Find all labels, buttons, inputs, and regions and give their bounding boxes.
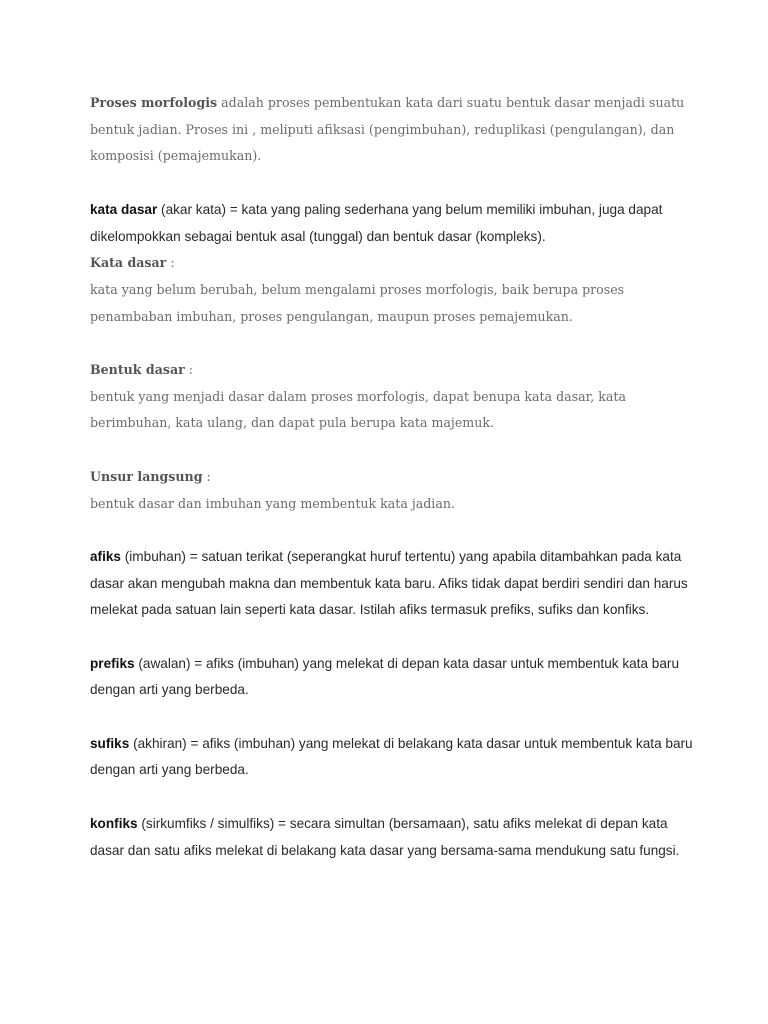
- paragraph-afiks: [90, 544, 698, 624]
- definition-proses-morfologis: adalah proses pembentukan kata dari suatu bentuk dasar menjadi suatu bentuk jadian. Proses ini , meliputi afiksasi (pengimbuhan), reduplikasi (pengulangan), dan komposisi (pemajemukan).: [90, 95, 685, 164]
- definition-prefiks: (awalan) = afiks (imbuhan) yang melekat di depan kata dasar untuk membentuk kata baru dengan arti yang berbeda.: [90, 655, 680, 698]
- definition-unsur-langsung: bentuk dasar dan imbuhan yang membentuk kata jadian.: [90, 495, 455, 511]
- term-konfiks: konfiks: [90, 815, 138, 831]
- paragraph-unsur-langsung: [90, 491, 698, 518]
- colon: :: [184, 362, 193, 377]
- paragraph-kata-dasar: [90, 277, 698, 330]
- definition-bentuk-dasar: bentuk yang menjadi dasar dalam proses morfologis, dapat benupa kata dasar, kata berimbuhan, kata ulang, dan dapat pula berupa kata majemuk.: [90, 388, 626, 431]
- paragraph-proses-morfologis: [90, 90, 698, 170]
- definition-kata-dasar-lower: (akar kata) = kata yang paling sederhana yang belum memiliki imbuhan, juga dapat dikelompokkan sebagai bentuk asal (tunggal) dan bentuk dasar (kompleks).: [90, 201, 663, 244]
- term-afiks: afiks: [90, 548, 121, 564]
- definition-konfiks: (sirkumfiks / simulfiks) = secara simultan (bersamaan), satu afiks melekat di depan kata dasar dan satu afiks melekat di belakang kata dasar yang bersama-sama mendukung satu fungsi.: [90, 815, 680, 858]
- term-prefiks: prefiks: [90, 655, 135, 671]
- definition-kata-dasar: kata yang belum berubah, belum mengalami proses morfologis, baik berupa proses penambaban imbuhan, proses pengulangan, maupun proses pemajemukan.: [90, 281, 625, 324]
- paragraph-konfiks: [90, 811, 698, 864]
- heading-unsur-langsung: [90, 464, 698, 491]
- paragraph-bentuk-dasar: [90, 384, 698, 437]
- paragraph-prefiks: [90, 651, 698, 704]
- heading-kata-dasar: [90, 250, 698, 277]
- term-kata-dasar-lower: kata dasar: [90, 201, 158, 217]
- colon: :: [166, 255, 175, 271]
- definition-afiks: (imbuhan) = satuan terikat (seperangkat huruf tertentu) yang apabila ditambahkan pada kata dasar akan mengubah makna dan membentuk kata baru. Afiks tidak dapat berdiri sendiri dan harus melekat pada satuan lain seperti kata dasar. Istilah afiks termasuk prefiks, sufiks dan konfiks.: [90, 548, 688, 618]
- paragraph-sufiks: [90, 731, 698, 784]
- definition-sufiks: (akhiran) = afiks (imbuhan) yang melekat di belakang kata dasar untuk membentuk kata baru dengan arti yang berbeda.: [90, 735, 693, 778]
- heading-bentuk-dasar: [90, 357, 698, 384]
- colon: :: [202, 468, 211, 484]
- term-sufiks: sufiks: [90, 735, 130, 751]
- term-proses-morfologis: Proses morfologis: [90, 95, 218, 110]
- term-bentuk-dasar: Bentuk dasar: [90, 362, 185, 377]
- term-unsur-langsung: Unsur langsung: [90, 468, 203, 484]
- term-kata-dasar: Kata dasar: [90, 255, 167, 271]
- paragraph-kata-dasar-definition: [90, 197, 698, 250]
